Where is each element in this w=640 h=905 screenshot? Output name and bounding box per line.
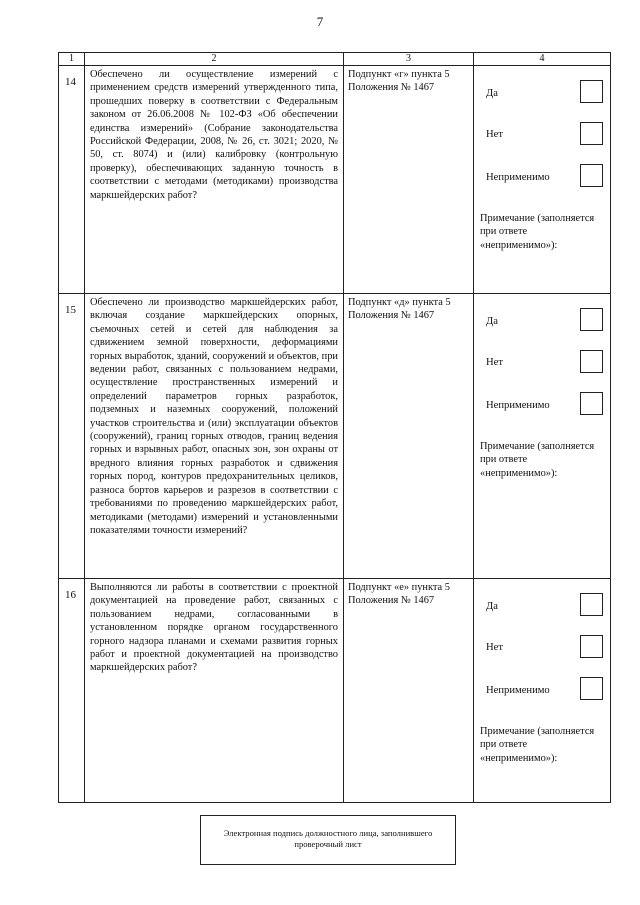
row-reference: Подпункт «е» пункта 5 Положения № 1467: [344, 579, 474, 803]
row-number: 16: [59, 579, 85, 803]
answer-yes-label: Да: [486, 601, 498, 612]
answer-no-label: Нет: [486, 642, 503, 653]
row-reference: Подпункт «д» пункта 5 Положения № 1467: [344, 294, 474, 579]
answer-na-label: Неприменимо: [486, 685, 550, 696]
answer-note: Примечание (заполняется при ответе «неприменимо»):: [480, 213, 595, 251]
row-number: 15: [59, 294, 85, 579]
checklist-table: [58, 52, 611, 803]
answer-yes-checkbox[interactable]: [580, 593, 603, 616]
answer-na-checkbox[interactable]: [580, 392, 603, 415]
answer-cell: [474, 294, 611, 579]
header-col-1: 1: [59, 53, 85, 66]
table-row: [59, 579, 611, 803]
answer-no-checkbox[interactable]: [580, 350, 603, 373]
row-question: Выполняются ли работы в соответствии с проектной документацией на проведение работ, связанных с пользованием недрами, согласованными в установленном порядке органом государственного горного надзора планами и схемами развития горных работ и проектной документацией на производство маркшейдерских работ?: [85, 579, 344, 803]
answer-note: Примечание (заполняется при ответе «неприменимо»):: [480, 441, 595, 479]
row-question: Обеспечено ли осуществление измерений с применением средств измерений утвержденного типа, прошедших поверку в соответствии с Федеральным законом от 26.06.2008 № 102-ФЗ «Об обеспечении единства измерений» (Собрание законодательства Российской Федерации, 2008, № 26, ст. 3021; 2020, № 50, ст. 8074) и (или) калибровку (контрольную проверку), обеспечивающих заданную точность в соответствии с методами (методиками) производства маркшейдерских работ?: [85, 66, 344, 294]
answer-na-label: Неприменимо: [486, 400, 550, 411]
answer-yes-label: Да: [486, 88, 498, 99]
header-col-4: 4: [474, 53, 611, 66]
answer-yes-checkbox[interactable]: [580, 308, 603, 331]
answer-no-checkbox[interactable]: [580, 635, 603, 658]
header-col-3: 3: [344, 53, 474, 66]
answer-yes-checkbox[interactable]: [580, 80, 603, 103]
answer-no-label: Нет: [486, 129, 503, 140]
table-row: [59, 66, 611, 294]
answer-cell: [474, 66, 611, 294]
header-row: [59, 53, 611, 66]
answer-na-checkbox[interactable]: [580, 677, 603, 700]
page-number: 7: [316, 14, 324, 29]
row-number: 14: [59, 66, 85, 294]
answer-yes-label: Да: [486, 316, 498, 327]
row-question: Обеспечено ли производство маркшейдерских работ, включая создание маркшейдерских опорных, съемочных сетей и сетей для наблюдения за сдвижением земной поверхности, деформациями горных выработок, зданий, сооружений и объектов, при ведении работ, связанных с пользованием недрами, осуществление пространственных измерений и определений параметров горных разработок, подземных и наземных сооружений, положений участков строительства и (или) эксплуатации объектов (сооружений), границ горных отводов, границ ведения горных и взрывных работ, опасных зон, зон охраны от вредного влияния горных разработок и сдвижения горных пород, контуров предохранительных целиков, разноса бортов карьеров и разрезов в соответствии с требованиями по проведению маркшейдерских работ, методиками (методами) измерений и установленными показателями точности измерений?: [85, 294, 344, 579]
table-row: [59, 294, 611, 579]
answer-cell: [474, 579, 611, 803]
row-reference: Подпункт «г» пункта 5 Положения № 1467: [344, 66, 474, 294]
answer-note: Примечание (заполняется при ответе «неприменимо»):: [480, 726, 595, 764]
signature-box: Электронная подпись должностного лица, заполнившего проверочный лист: [200, 815, 456, 865]
answer-na-checkbox[interactable]: [580, 164, 603, 187]
answer-no-checkbox[interactable]: [580, 122, 603, 145]
answer-na-label: Неприменимо: [486, 172, 550, 183]
header-col-2: 2: [85, 53, 344, 66]
answer-no-label: Нет: [486, 357, 503, 368]
